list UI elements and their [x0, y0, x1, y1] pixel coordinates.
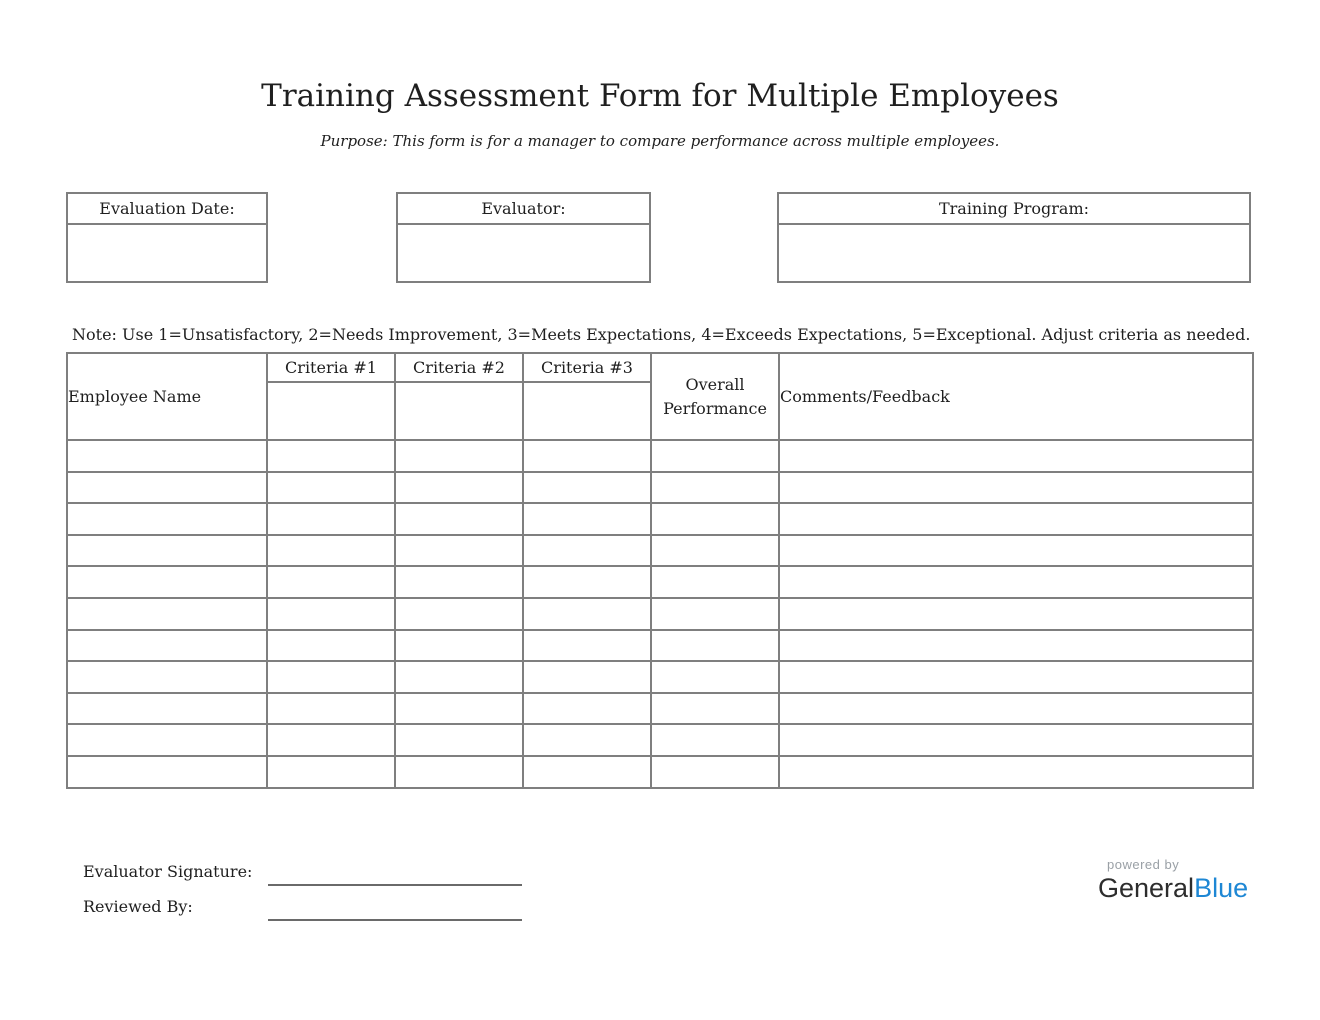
page-purpose: Purpose: This form is for a manager to compare performance across multiple employees.	[320, 132, 1000, 150]
table-cell[interactable]	[779, 693, 1253, 725]
table-row	[67, 535, 1253, 567]
table-cell[interactable]	[523, 724, 651, 756]
table-row	[67, 440, 1253, 472]
table-cell[interactable]	[395, 756, 523, 788]
table-cell[interactable]	[267, 661, 395, 693]
table-cell[interactable]	[651, 535, 779, 567]
table-cell[interactable]	[651, 693, 779, 725]
table-cell[interactable]	[67, 756, 267, 788]
column-header-criteria-2: Criteria #2	[395, 353, 523, 382]
table-cell[interactable]	[267, 472, 395, 504]
table-cell[interactable]	[651, 630, 779, 662]
table-row	[67, 724, 1253, 756]
table-cell[interactable]	[523, 630, 651, 662]
criteria-3-description-cell[interactable]	[523, 382, 651, 440]
table-cell[interactable]	[779, 503, 1253, 535]
table-cell[interactable]	[523, 598, 651, 630]
table-cell[interactable]	[523, 440, 651, 472]
table-cell[interactable]	[651, 566, 779, 598]
evaluation-date-label: Evaluation Date:	[68, 194, 266, 225]
table-cell[interactable]	[395, 503, 523, 535]
table-cell[interactable]	[267, 630, 395, 662]
table-row	[67, 630, 1253, 662]
table-cell[interactable]	[523, 566, 651, 598]
criteria-1-description-cell[interactable]	[267, 382, 395, 440]
table-cell[interactable]	[523, 693, 651, 725]
table-cell[interactable]	[779, 472, 1253, 504]
table-cell[interactable]	[267, 440, 395, 472]
evaluation-date-field[interactable]	[68, 225, 266, 281]
evaluator-label: Evaluator:	[398, 194, 649, 225]
table-cell[interactable]	[395, 535, 523, 567]
column-header-comments-feedback: Comments/Feedback	[779, 353, 1253, 440]
training-program-field[interactable]	[779, 225, 1249, 281]
table-cell[interactable]	[523, 472, 651, 504]
table-cell[interactable]	[267, 503, 395, 535]
column-header-criteria-3: Criteria #3	[523, 353, 651, 382]
table-row	[67, 566, 1253, 598]
table-cell[interactable]	[523, 756, 651, 788]
table-cell[interactable]	[267, 566, 395, 598]
evaluator-signature-label: Evaluator Signature:	[83, 862, 253, 881]
powered-by-text: powered by	[1107, 857, 1180, 872]
criteria-2-description-cell[interactable]	[395, 382, 523, 440]
column-header-employee-name: Employee Name	[67, 353, 267, 440]
table-cell[interactable]	[651, 598, 779, 630]
table-cell[interactable]	[779, 756, 1253, 788]
training-program-box	[777, 192, 1251, 283]
table-cell[interactable]	[267, 535, 395, 567]
table-cell[interactable]	[267, 724, 395, 756]
table-cell[interactable]	[395, 598, 523, 630]
table-cell[interactable]	[651, 440, 779, 472]
table-cell[interactable]	[779, 724, 1253, 756]
reviewed-by-label: Reviewed By:	[83, 897, 193, 916]
table-cell[interactable]	[779, 440, 1253, 472]
table-cell[interactable]	[779, 598, 1253, 630]
table-cell[interactable]	[395, 693, 523, 725]
table-cell[interactable]	[651, 661, 779, 693]
training-program-label: Training Program:	[779, 194, 1249, 225]
table-cell[interactable]	[395, 566, 523, 598]
table-cell[interactable]	[651, 472, 779, 504]
table-cell[interactable]	[67, 630, 267, 662]
table-cell[interactable]	[67, 693, 267, 725]
column-header-overall-performance: Overall Performance	[651, 353, 779, 440]
table-row	[67, 503, 1253, 535]
table-cell[interactable]	[267, 693, 395, 725]
table-cell[interactable]	[651, 756, 779, 788]
evaluator-field[interactable]	[398, 225, 649, 281]
table-cell[interactable]	[67, 440, 267, 472]
table-cell[interactable]	[67, 535, 267, 567]
brand-general-text: General	[1098, 873, 1195, 903]
table-cell[interactable]	[523, 661, 651, 693]
table-cell[interactable]	[67, 661, 267, 693]
brand-blue-text: Blue	[1194, 873, 1249, 903]
table-cell[interactable]	[67, 566, 267, 598]
table-row	[67, 693, 1253, 725]
brand-wordmark	[1098, 875, 1258, 902]
table-row	[67, 756, 1253, 788]
table-cell[interactable]	[267, 598, 395, 630]
page-title: Training Assessment Form for Multiple Employees	[261, 78, 1059, 114]
table-cell[interactable]	[67, 472, 267, 504]
table-cell[interactable]	[651, 724, 779, 756]
table-cell[interactable]	[395, 724, 523, 756]
table-cell[interactable]	[395, 472, 523, 504]
table-cell[interactable]	[779, 566, 1253, 598]
table-body	[67, 440, 1253, 788]
evaluator-signature-line[interactable]	[268, 864, 522, 886]
table-cell[interactable]	[523, 503, 651, 535]
table-cell[interactable]	[779, 535, 1253, 567]
table-cell[interactable]	[395, 440, 523, 472]
table-cell[interactable]	[67, 503, 267, 535]
table-cell[interactable]	[267, 756, 395, 788]
evaluation-date-box	[66, 192, 268, 283]
table-cell[interactable]	[67, 724, 267, 756]
reviewed-by-line[interactable]	[268, 899, 522, 921]
column-header-criteria-1: Criteria #1	[267, 353, 395, 382]
table-row	[67, 661, 1253, 693]
assessment-table	[66, 352, 1254, 789]
table-cell[interactable]	[395, 661, 523, 693]
general-blue-logo	[1098, 858, 1258, 902]
table-cell[interactable]	[523, 535, 651, 567]
table-header-row	[67, 353, 1253, 382]
table-row	[67, 472, 1253, 504]
rating-scale-note: Note: Use 1=Unsatisfactory, 2=Needs Improvement, 3=Meets Expectations, 4=Exceeds Expectations, 5=Exceptional. Adjust criteria as needed.	[72, 325, 1251, 344]
table-row	[67, 598, 1253, 630]
table-cell[interactable]	[651, 503, 779, 535]
evaluator-box	[396, 192, 651, 283]
table-cell[interactable]	[779, 661, 1253, 693]
table-cell[interactable]	[67, 598, 267, 630]
table-cell[interactable]	[395, 630, 523, 662]
table-cell[interactable]	[779, 630, 1253, 662]
